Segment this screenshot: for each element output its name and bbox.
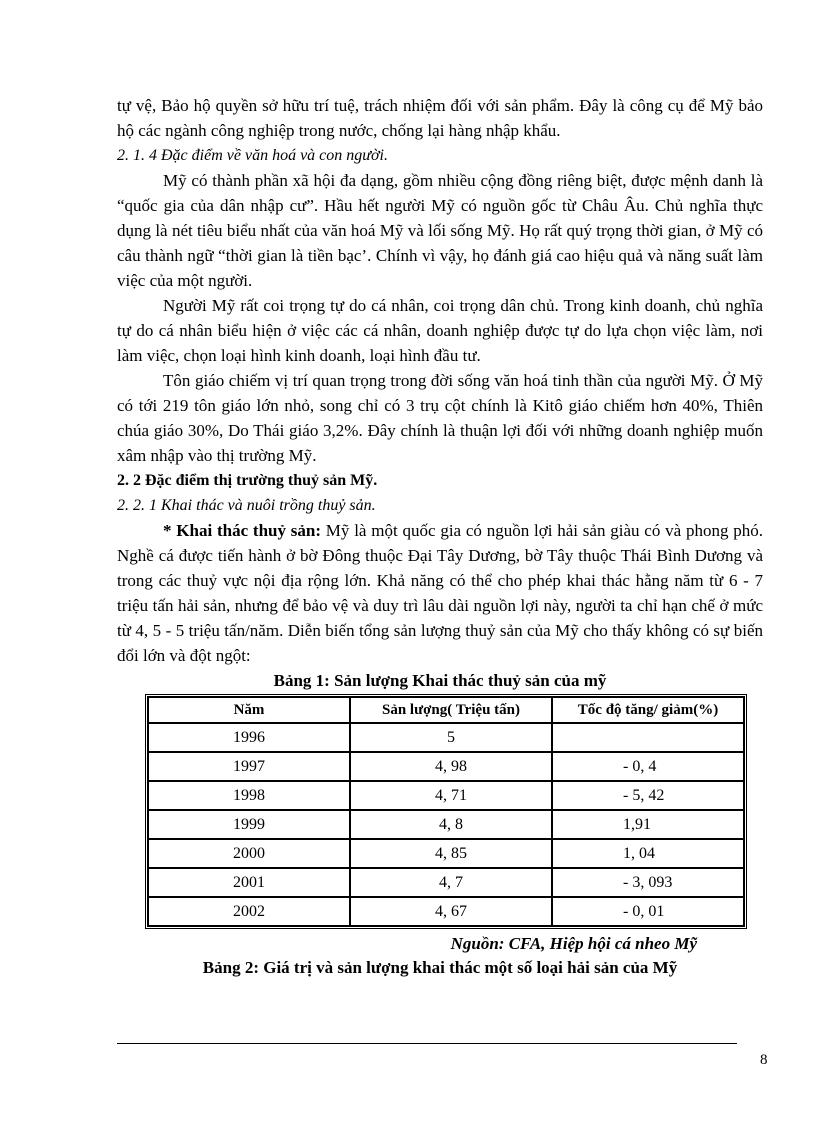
footer-divider xyxy=(117,1043,737,1044)
table-row xyxy=(148,781,744,810)
table-1-caption: Bảng 1: Sản lượng Khai thác thuỷ sản của mỹ xyxy=(273,671,607,690)
cell-growth: - 0, 01 xyxy=(552,897,744,926)
cell-year: 1999 xyxy=(148,810,350,839)
paragraph-3: Người Mỹ rất coi trọng tự do cá nhân, coi trọng dân chủ. Trong kinh doanh, chủ nghĩa tự do cá nhân biểu hiện ở việc các cá nhân, doanh nghiệp được tự do lựa chọn việc làm, nơi làm việc, chọn loại hình kinh doanh, loại hình đầu tư. xyxy=(117,296,763,365)
cell-growth: - 3, 093 xyxy=(552,868,744,897)
cell-growth: - 5, 42 xyxy=(552,781,744,810)
section-heading-2-2: 2. 2 Đặc điểm thị trường thuỷ sản Mỹ. xyxy=(117,472,378,489)
cell-output: 5 xyxy=(350,723,552,752)
header-year: Năm xyxy=(148,697,350,723)
paragraph-5-lead: * Khai thác thuỷ sản: xyxy=(163,521,322,540)
paragraph-1: tự vệ, Bảo hộ quyền sở hữu trí tuệ, trách nhiệm đối với sản phẩm. Đây là công cụ để Mỹ bảo hộ các ngành công nghiệp trong nước, chống lại hàng nhập khẩu. xyxy=(117,96,763,140)
table-row xyxy=(148,839,744,868)
cell-output: 4, 67 xyxy=(350,897,552,926)
header-output: Sản lượng( Triệu tấn) xyxy=(350,697,552,723)
cell-year: 2001 xyxy=(148,868,350,897)
table-row xyxy=(148,868,744,897)
cell-output: 4, 7 xyxy=(350,868,552,897)
paragraph-5-body: Mỹ là một quốc gia có nguồn lợi hải sản giàu có và phong phó. Nghề cá được tiến hành ở bờ Đông thuộc Đại Tây Dương, bờ Tây thuộc Thái Bình Dương và trong các thuỷ vực nội địa rộng lớn. Khả năng có thể cho phép khai thác hằng năm từ 6 - 7 triệu tấn hải sản, nhưng để bảo vệ và duy trì lâu dài nguồn lợi này, người ta chỉ hạn chế ở mức từ 4, 5 - 5 triệu tấn/năm. Diễn biến tổng sản lượng thuỷ sản của Mỹ cho thấy không có sự biến đổi lớn và đột ngột: xyxy=(117,521,763,665)
cell-growth: 1,91 xyxy=(552,810,744,839)
section-heading-2-1-4: 2. 1. 4 Đặc điểm về văn hoá và con người. xyxy=(117,147,388,164)
document-page xyxy=(117,93,763,981)
cell-output: 4, 98 xyxy=(350,752,552,781)
cell-output: 4, 8 xyxy=(350,810,552,839)
cell-year: 1998 xyxy=(148,781,350,810)
cell-output: 4, 71 xyxy=(350,781,552,810)
table-row xyxy=(148,897,744,926)
header-growth: Tốc độ tăng/ giảm(%) xyxy=(552,697,744,723)
table-2-caption: Bảng 2: Giá trị và sản lượng khai thác một số loại hải sản của Mỹ xyxy=(202,958,678,977)
table-1-source: Nguồn: CFA, Hiệp hội cá nheo Mỹ xyxy=(450,934,697,953)
paragraph-5 xyxy=(117,518,763,668)
paragraph-4: Tôn giáo chiếm vị trí quan trọng trong đời sống văn hoá tinh thần của người Mỹ. Ở Mỹ có tới 219 tôn giáo lớn nhỏ, song chỉ có 3 trụ cột chính là Kitô giáo chiếm hơn 40%, Thiên chúa giáo 30%, Do Thái giáo 3,2%. Đây chính là thuận lợi đối với những doanh nghiệp muốn xâm nhập vào thị trường Mỹ. xyxy=(117,371,763,465)
cell-year: 2000 xyxy=(148,839,350,868)
cell-year: 2002 xyxy=(148,897,350,926)
table-row xyxy=(148,810,744,839)
cell-year: 1996 xyxy=(148,723,350,752)
page-number: 8 xyxy=(760,1052,768,1068)
table-header-row xyxy=(148,697,744,723)
paragraph-2: Mỹ có thành phần xã hội đa dạng, gồm nhiều cộng đồng riêng biệt, được mệnh danh là “quốc gia của dân nhập cư”. Hầu hết người Mỹ có nguồn gốc từ Châu Âu. Chủ nghĩa thực dụng là nét tiêu biểu nhất của văn hoá Mỹ và lối sống Mỹ. Họ rất quý trọng thời gian, ở Mỹ có câu thành ngữ “thời gian là tiền bạc’. Chính vì vậy, họ đánh giá cao hiệu quả và năng suất làm việc của một người. xyxy=(117,171,763,290)
table-row xyxy=(148,752,744,781)
cell-output: 4, 85 xyxy=(350,839,552,868)
table-row xyxy=(148,723,744,752)
cell-growth: 1, 04 xyxy=(552,839,744,868)
table-1 xyxy=(145,694,747,929)
section-heading-2-2-1: 2. 2. 1 Khai thác và nuôi trồng thuỷ sản. xyxy=(117,497,376,514)
cell-growth xyxy=(552,723,744,752)
cell-growth: - 0, 4 xyxy=(552,752,744,781)
cell-year: 1997 xyxy=(148,752,350,781)
